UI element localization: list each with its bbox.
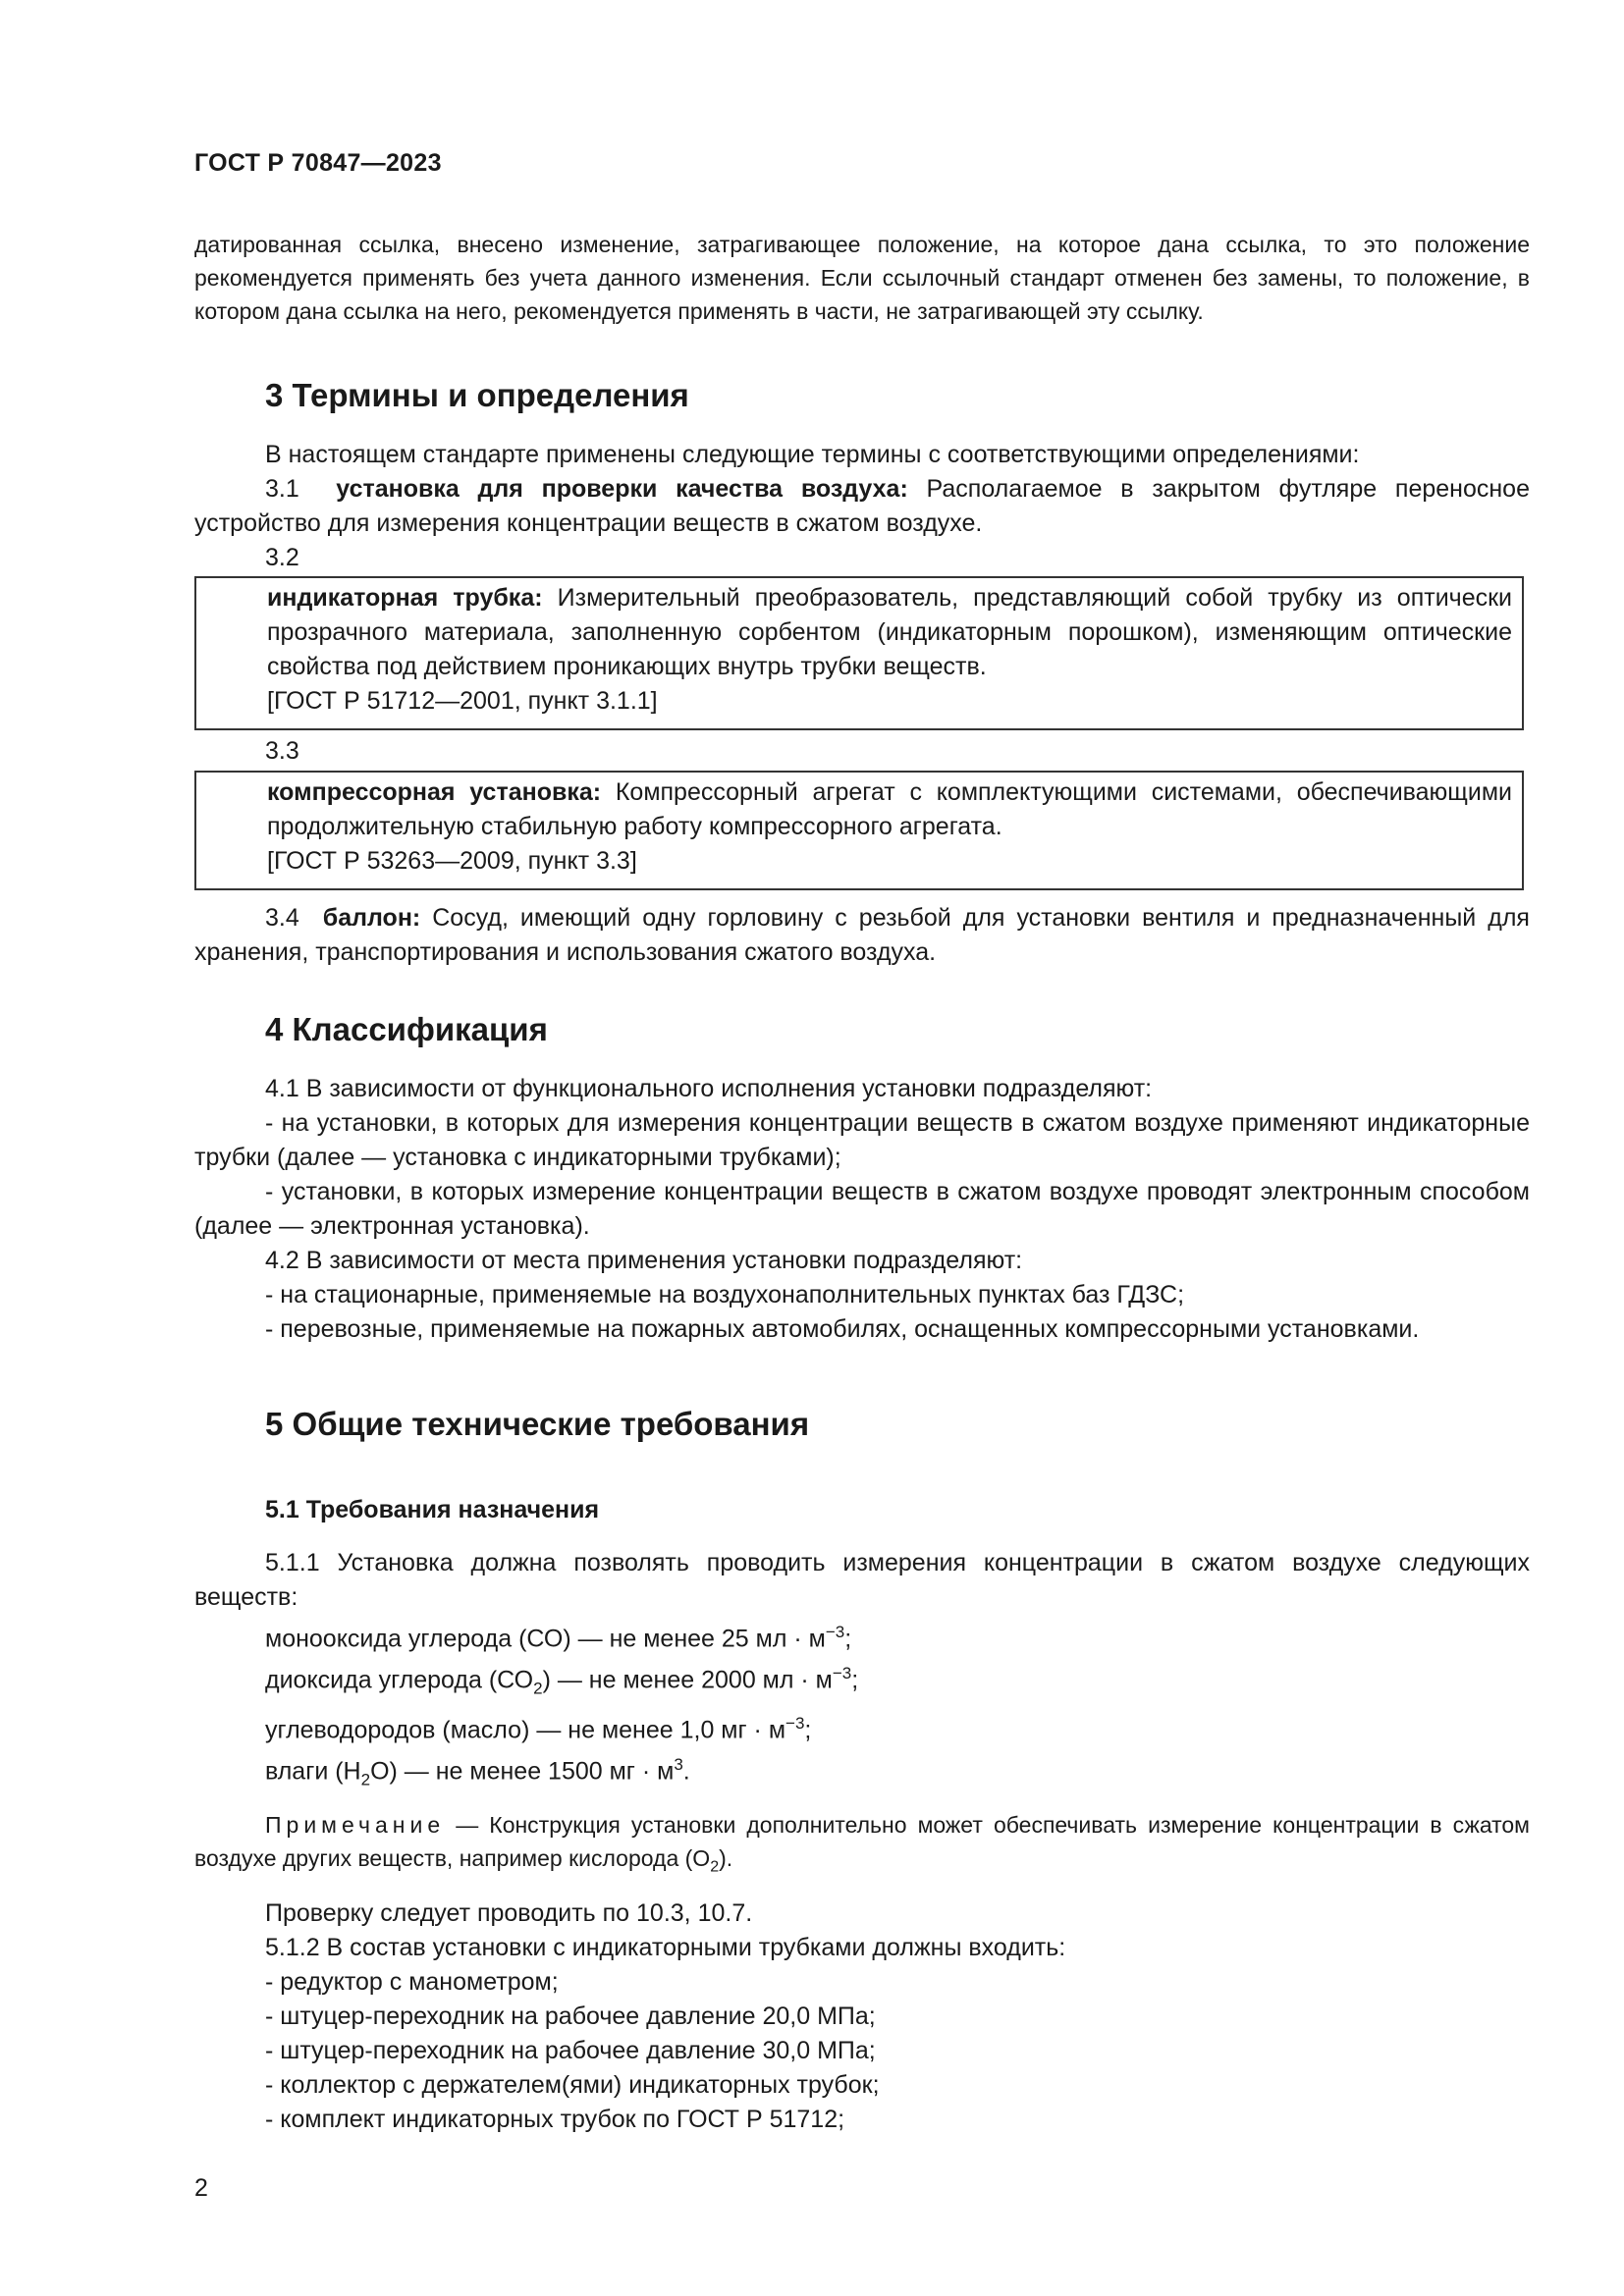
clause-5-1-1: 5.1.1 Установка должна позволять проводить измерения концентрации в сжатом воздухе следующих веществ: <box>194 1549 1530 1611</box>
list-item: - коллектор с держателем(ями) индикаторных трубок; <box>265 2070 880 2099</box>
section-3-title: 3 Термины и определения <box>265 377 689 413</box>
term-3-4-num: 3.4 <box>265 904 299 932</box>
clause-5-1-2: 5.1.2 В состав установки с индикаторными трубками должны входить: <box>265 1933 1066 1961</box>
substance-oil <box>194 1706 1530 1747</box>
clause-4-2: 4.2 В зависимости от места применения установки подразделяют: <box>265 1247 1023 1274</box>
substance-h2o-text: влаги (Н <box>265 1757 361 1786</box>
term-3-2-name: индикаторная трубка: <box>267 584 543 612</box>
subsection-5-1-title: 5.1 Требования назначения <box>265 1496 600 1523</box>
substance-oil-text: углеводородов (масло) — не менее 1,0 мг · м <box>265 1715 786 1743</box>
substance-h2o <box>194 1747 1530 1796</box>
note-sub: 2 <box>710 1858 720 1876</box>
section-5-title: 5 Общие технические требования <box>265 1406 810 1442</box>
term-3-3 <box>196 775 1512 844</box>
term-3-2-box <box>194 576 1524 730</box>
term-3-3-num: 3.3 <box>265 737 299 765</box>
substance-co2-end: ; <box>851 1666 859 1694</box>
term-3-4-def: Сосуд, имеющий одну горловину с резьбой для установки вентиля и предназначенный для хранения, транспортирования и использования сжатого воздуха. <box>194 904 1530 966</box>
section-4-body <box>194 1072 1530 1347</box>
clause-4-2-a: - на стационарные, применяемые на воздухонаполнительных пунктах баз ГДЗС; <box>265 1281 1185 1308</box>
note-5-1-1 <box>194 1808 1530 1885</box>
section-5-body <box>194 1546 1530 2137</box>
page-number: 2 <box>194 2174 208 2202</box>
term-3-4-name: баллон: <box>322 904 421 932</box>
substance-oil-end: ; <box>804 1715 812 1743</box>
term-3-3-ref: [ГОСТ Р 53263—2009, пункт 3.3] <box>267 847 637 875</box>
substance-h2o-text2: О) — не менее 1500 мг · м <box>370 1757 675 1786</box>
section-3-lead-block <box>194 438 1530 575</box>
intro-text: датированная ссылка, внесено изменение, затрагивающее положение, на которое дана ссылка, то это положение рекомендуется применять без учета данного изменения. Если ссылочный стандарт отменен без замены, то положение, в котором дана ссылка на него, рекомендуется применять в части, не затрагивающей эту ссылку. <box>194 232 1530 324</box>
term-3-3-name: компрессорная установка: <box>267 778 602 806</box>
substance-co2-text: диоксида углерода (СО <box>265 1666 534 1694</box>
note-label: Примечание <box>265 1812 446 1839</box>
term-3-3-def: Компрессорный агрегат с комплектующими системами, обеспечивающими продолжительную стабильную работу компрессорного агрегата. <box>267 778 1512 840</box>
term-3-3-num-block <box>194 734 1530 769</box>
substance-h2o-sub: 2 <box>360 1770 371 1789</box>
note-end: ). <box>719 1845 733 1872</box>
section-3-lead: В настоящем стандарте применены следующие термины с соответствующими определениями: <box>265 441 1360 468</box>
note-text: — Конструкция установки дополнительно может обеспечивать измерение концентрации в сжатом воздухе других веществ, например кислорода (О <box>194 1812 1530 1872</box>
substance-co-exp: −3 <box>825 1623 845 1641</box>
term-3-1-def: Располагаемое в закрытом футляре переносное устройство для измерения концентрации веществ в сжатом воздухе. <box>194 475 1530 537</box>
section-4-title: 4 Классификация <box>265 1011 548 1047</box>
substance-oil-exp: −3 <box>785 1713 805 1733</box>
term-3-1-name: установка для проверки качества воздуха: <box>336 475 908 503</box>
substance-co2-exp: −3 <box>832 1664 852 1683</box>
list-item: - штуцер-переходник на рабочее давление 30,0 МПа; <box>265 2036 876 2064</box>
substance-co <box>194 1615 1530 1656</box>
term-3-4-block <box>194 901 1530 970</box>
term-3-2-num: 3.2 <box>265 544 299 571</box>
list-item: - штуцер-переходник на рабочее давление 20,0 МПа; <box>265 2002 876 2030</box>
substance-co2-sub: 2 <box>533 1679 543 1698</box>
substance-h2o-end: . <box>682 1757 690 1786</box>
term-3-3-box <box>194 771 1524 890</box>
term-3-2-ref: [ГОСТ Р 51712—2001, пункт 3.1.1] <box>267 687 658 715</box>
clause-4-2-b: - перевозные, применяемые на пожарных автомобилях, оснащенных компрессорными установками. <box>265 1315 1420 1343</box>
term-3-2 <box>196 581 1512 684</box>
list-item: - редуктор с манометром; <box>265 1967 559 1996</box>
term-3-4 <box>194 901 1530 970</box>
intro-paragraph <box>194 228 1530 328</box>
substance-co-end: ; <box>844 1625 852 1653</box>
term-3-1 <box>194 472 1530 541</box>
check-reference: Проверку следует проводить по 10.3, 10.7. <box>265 1898 753 1927</box>
clause-4-1: 4.1 В зависимости от функционального исполнения установки подразделяют: <box>265 1075 1153 1102</box>
substance-co-text: монооксида углерода (СО) — не менее 25 мл · м <box>265 1625 826 1653</box>
substance-co2 <box>194 1656 1530 1705</box>
substance-h2o-exp: 3 <box>674 1754 683 1774</box>
list-item: - комплект индикаторных трубок по ГОСТ Р 51712; <box>265 2105 845 2133</box>
substance-co2-text2: ) — не менее 2000 мл · м <box>542 1666 833 1694</box>
document-header: ГОСТ Р 70847—2023 <box>194 149 442 177</box>
clause-4-1-b: - установки, в которых измерение концентрации веществ в сжатом воздухе проводят электронным способом (далее — электронная установка). <box>194 1178 1530 1240</box>
term-3-1-num: 3.1 <box>265 475 299 503</box>
term-3-2-def: Измерительный преобразователь, представляющий собой трубку из оптически прозрачного материала, заполненную сорбентом (индикаторным порошком), изменяющим оптические свойства под действием проникающих внутрь трубки веществ. <box>267 584 1512 680</box>
clause-4-1-a: - на установки, в которых для измерения концентрации веществ в сжатом воздухе применяют индикаторные трубки (далее — установка с индикаторными трубками); <box>194 1109 1530 1171</box>
